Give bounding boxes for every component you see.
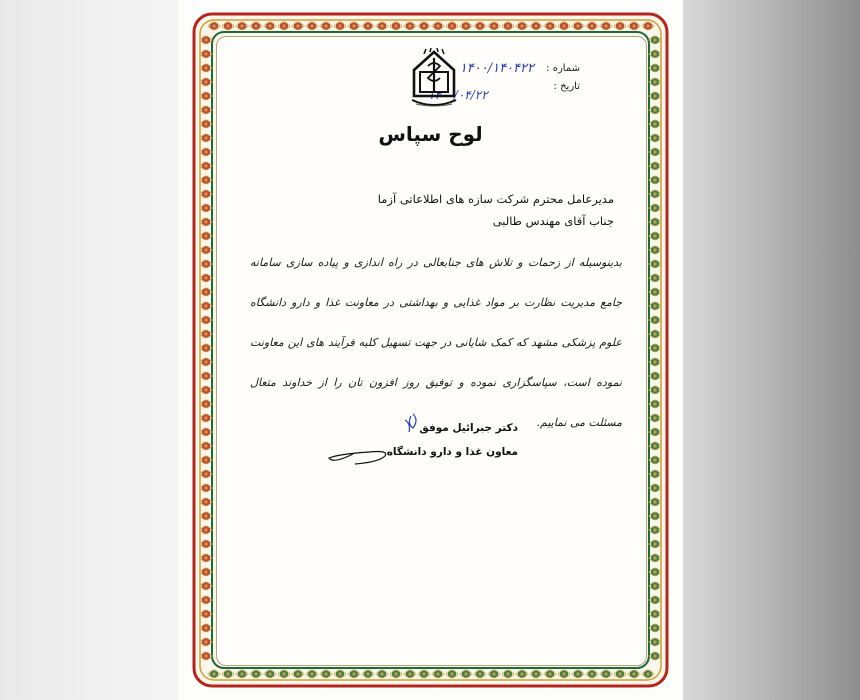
- body-paragraph: بدینوسیله از زحمات و تلاش های جنابعالی در راه اندازی و پیاده سازی سامانه جامع مدیریت نظارت بر مواد غذایی و بهداشتی در معاونت غذا و دارو دانشگاه علوم پزشکی مشهد که کمک شایانی در جهت تسهیل کلیه فرآیند های این معاونت نموده است، سپاسگزاری نموده و توفیق روز افزون تان را از خداوند متعال مسئلت می نماییم.: [250, 256, 622, 429]
- recipient-line-1: مدیرعامل محترم شرکت سازه های اطلاعاتی آزما: [377, 192, 614, 206]
- recipient-line-2: جناب آقای مهندس طالبی: [492, 214, 614, 228]
- recipient-block: [258, 188, 614, 232]
- certificate-page: [178, 0, 683, 700]
- number-value: ۱۴۰۰/۱۴۰۴۲۲: [459, 61, 534, 76]
- number-label: شماره :: [546, 63, 580, 74]
- signatory-name: دکتر جبرائیل موفق: [419, 422, 518, 434]
- handwritten-signature: [293, 410, 443, 470]
- university-emblem-icon: [406, 48, 462, 110]
- page-title: لوح سپاس: [378, 122, 483, 146]
- signatory-role: معاون غذا و دارو دانشگاه: [386, 446, 518, 458]
- date-label: تاریخ :: [553, 81, 580, 92]
- date-value: ۱۴۰۰/۰۴/۲۲: [428, 88, 488, 102]
